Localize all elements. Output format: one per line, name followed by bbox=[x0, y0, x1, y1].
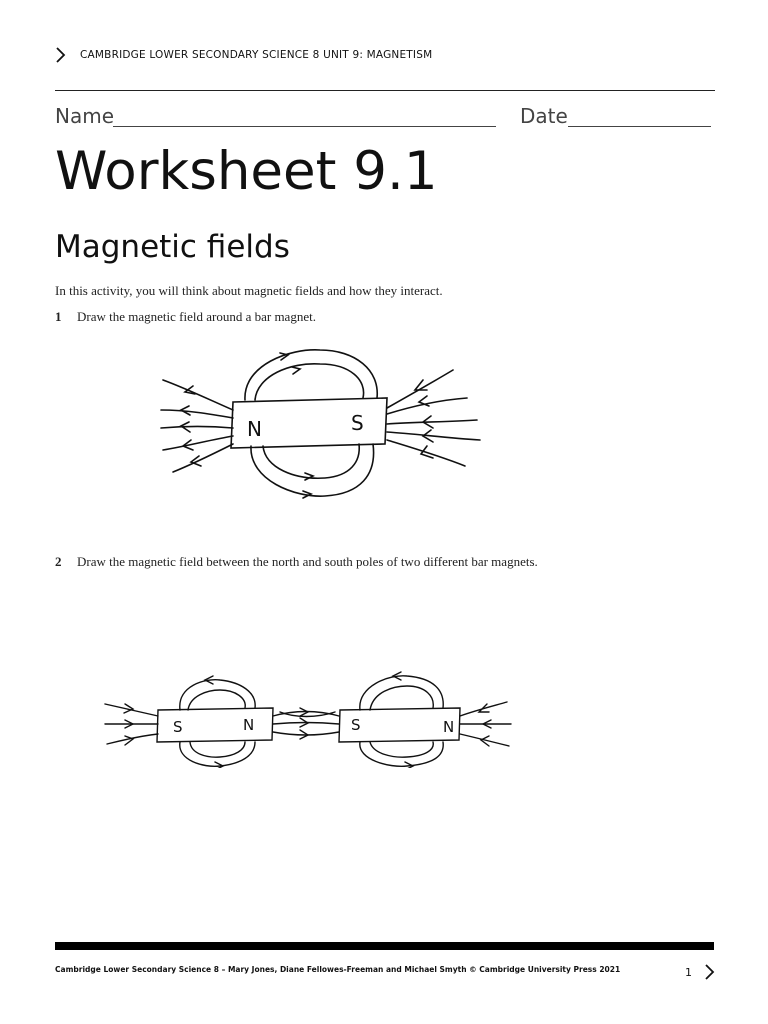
question-1-text: Draw the magnetic field around a bar magnet. bbox=[77, 309, 316, 324]
chevron-right-icon[interactable] bbox=[704, 963, 715, 981]
footer-credit: Cambridge Lower Secondary Science 8 – Mary Jones, Diane Fellowes-Freeman and Michael Smyth © Cambridge University Press 2021 bbox=[55, 965, 621, 974]
fig1-left-pole: N bbox=[247, 417, 262, 441]
worksheet-subtitle: Magnetic fields bbox=[55, 229, 290, 265]
name-field-line[interactable] bbox=[113, 126, 496, 127]
date-label: Date bbox=[520, 104, 568, 128]
name-label: Name bbox=[55, 104, 115, 128]
question-2-number: 2 bbox=[55, 554, 62, 569]
question-1-number: 1 bbox=[55, 309, 62, 324]
header-course-title: CAMBRIDGE LOWER SECONDARY SCIENCE 8 UNIT 9: MAGNETISM bbox=[80, 49, 433, 61]
footer-divider bbox=[55, 942, 714, 950]
question-2-text: Draw the magnetic field between the north and south poles of two different bar magnets. bbox=[77, 554, 538, 569]
page-number: 1 bbox=[685, 966, 692, 979]
fig2-magnet2-left-pole: S bbox=[351, 716, 361, 734]
worksheet-title: Worksheet 9.1 bbox=[55, 141, 438, 202]
chevron-right-icon bbox=[54, 46, 66, 64]
figure-two-magnets-field bbox=[95, 668, 515, 768]
header-divider bbox=[55, 90, 715, 91]
figure-bar-magnet-field bbox=[155, 340, 485, 510]
fig2-magnet1-left-pole: S bbox=[173, 718, 183, 736]
date-field-line[interactable] bbox=[568, 126, 711, 127]
fig2-magnet2-right-pole: N bbox=[443, 718, 455, 736]
fig1-right-pole: S bbox=[351, 411, 364, 435]
fig2-magnet1-right-pole: N bbox=[243, 716, 255, 734]
intro-text: In this activity, you will think about magnetic fields and how they interact. bbox=[55, 283, 443, 298]
